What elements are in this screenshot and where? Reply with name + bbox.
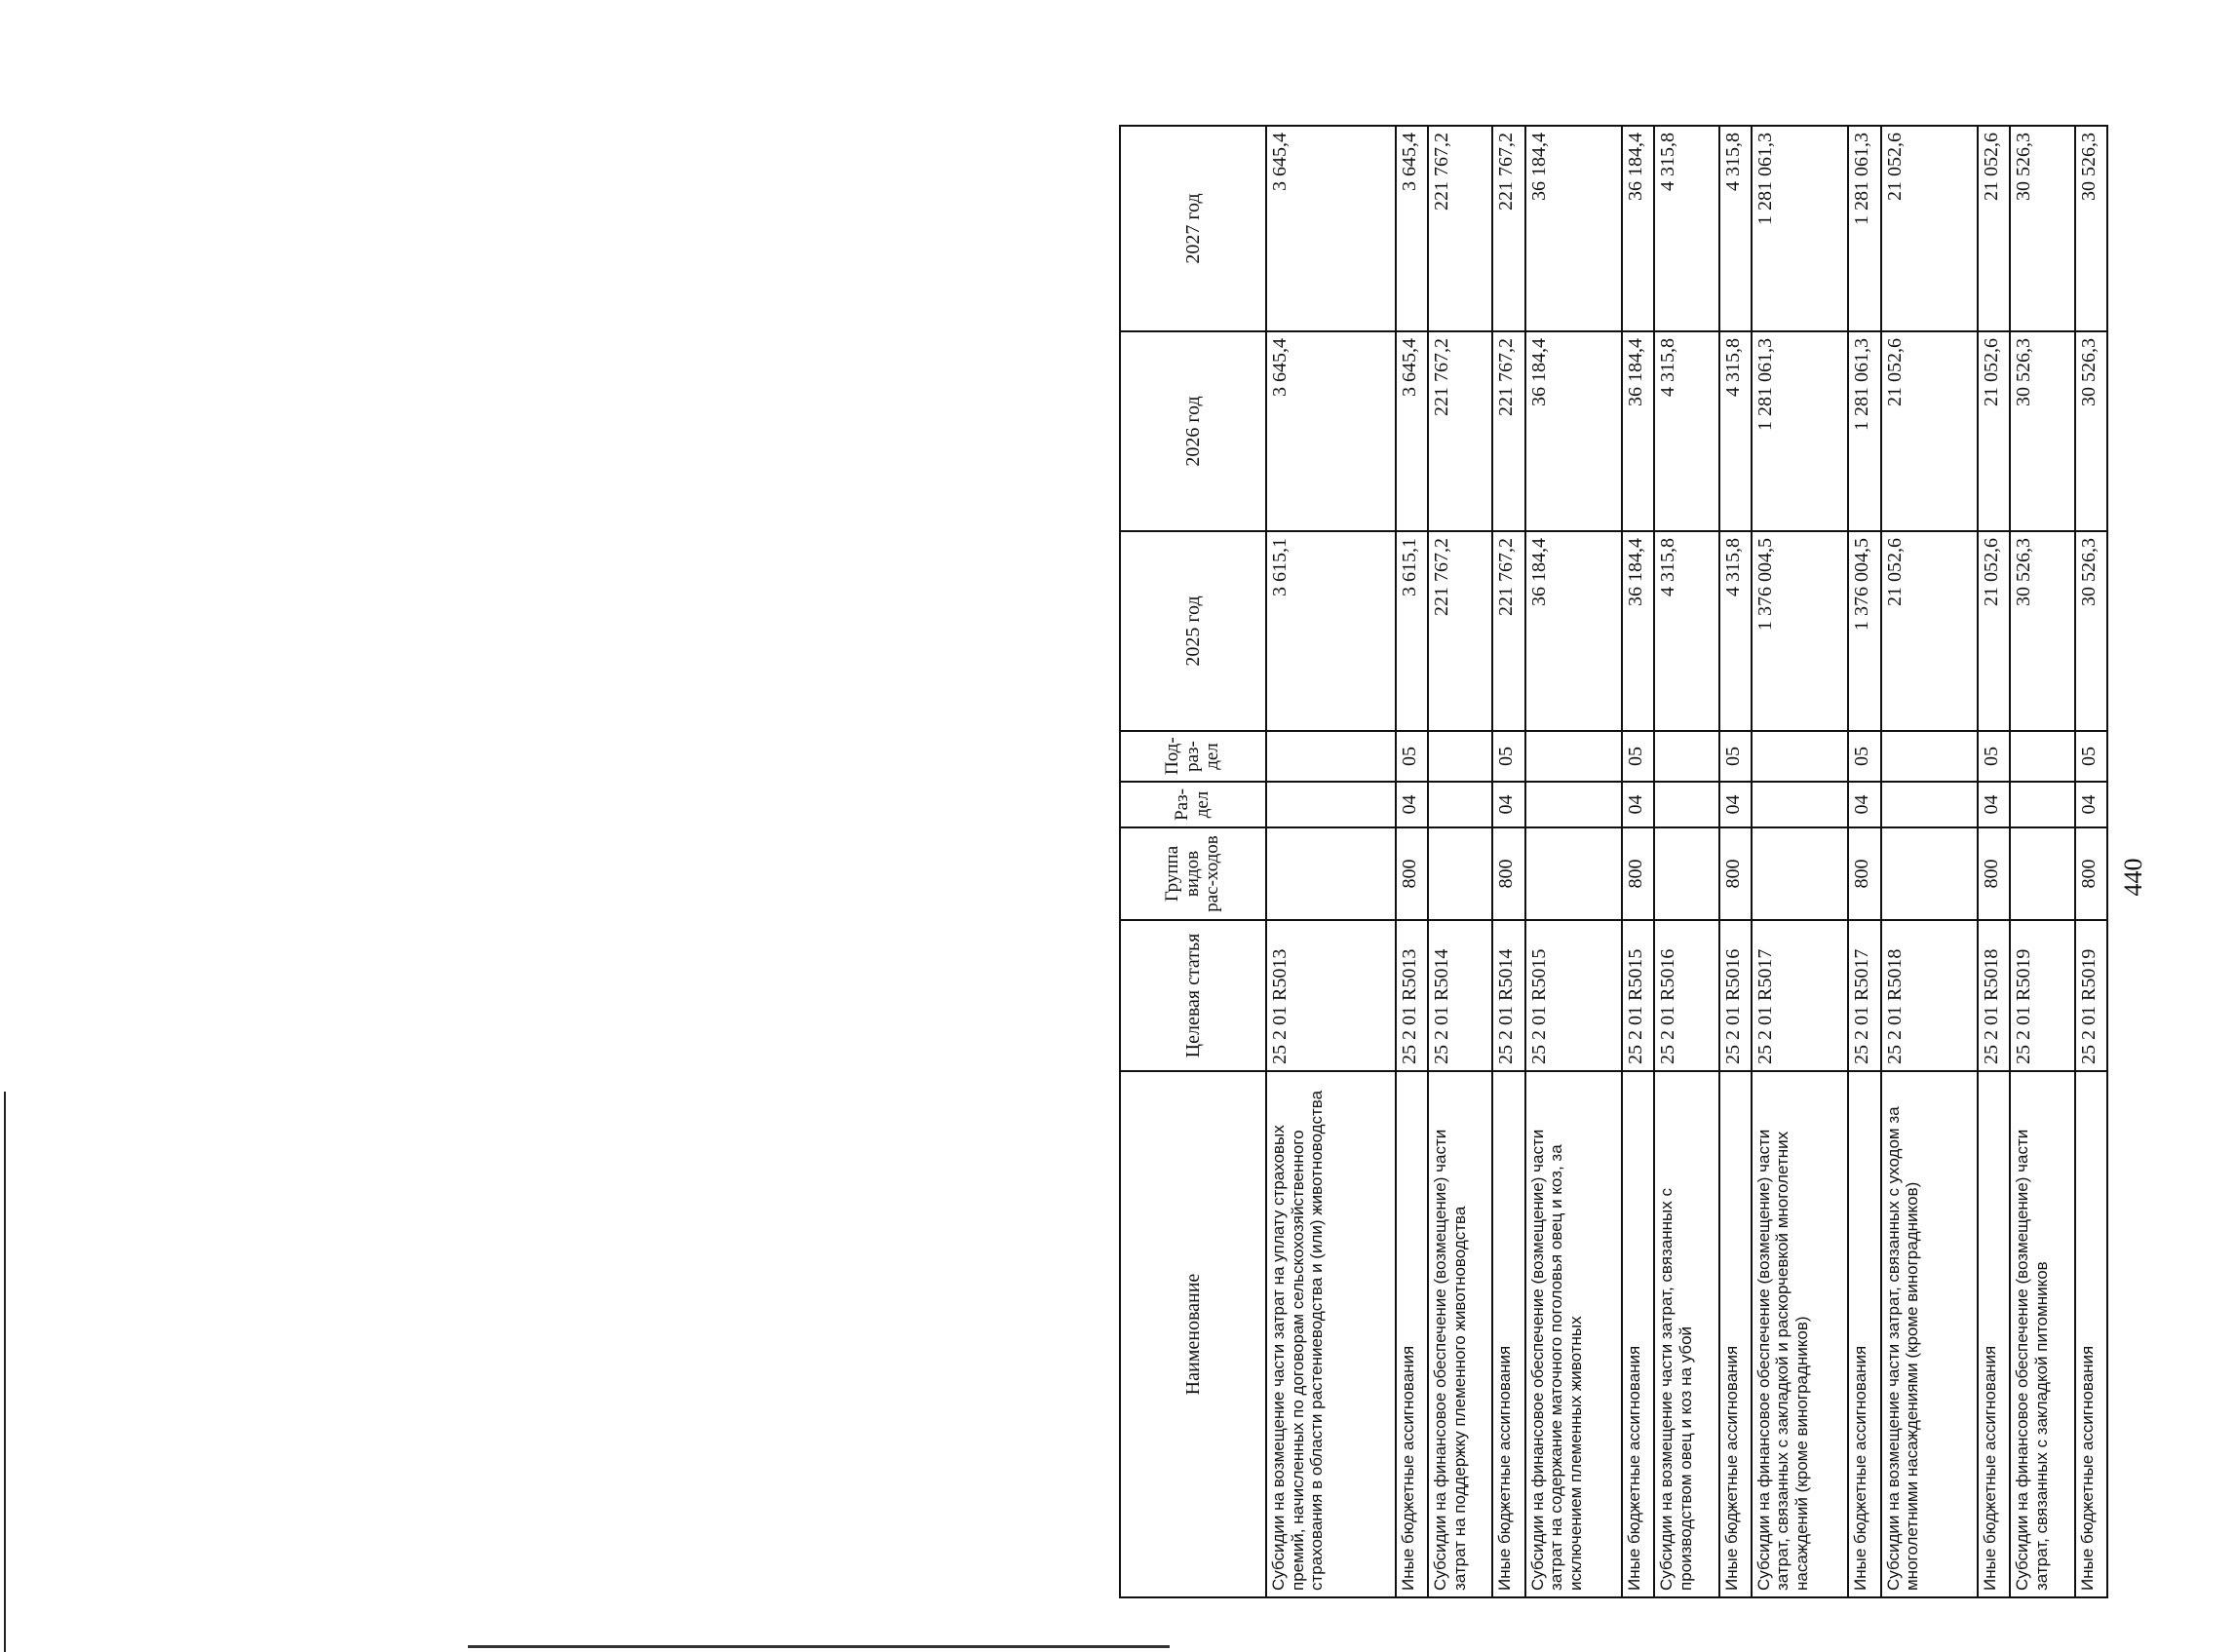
row-2027: 21 052,6 bbox=[1978, 126, 2010, 331]
table-row bbox=[2010, 126, 2074, 1597]
row-expense-group: 800 bbox=[1848, 827, 1880, 920]
row-target-code: 25 2 01 R5014 bbox=[1492, 920, 1524, 1071]
row-section bbox=[1266, 782, 1396, 827]
row-subsection bbox=[1266, 731, 1396, 782]
row-section bbox=[2010, 782, 2074, 827]
row-2026: 1 281 061,3 bbox=[1752, 331, 1849, 531]
row-section bbox=[1428, 782, 1492, 827]
row-2026: 4 315,8 bbox=[1719, 331, 1752, 531]
row-name: Субсидии на финансовое обеспечение (возмещение) части затрат на поддержку племенного животноводства bbox=[1428, 1071, 1492, 1597]
row-target-code: 25 2 01 R5018 bbox=[1881, 920, 1979, 1071]
row-name: Субсидии на финансовое обеспечение (возмещение) части затрат на содержание маточного поголовья овец и коз, за исключением племенных животных bbox=[1525, 1071, 1623, 1597]
row-2025: 21 052,6 bbox=[1978, 531, 2010, 731]
row-2026: 1 281 061,3 bbox=[1848, 331, 1880, 531]
row-2026: 3 645,4 bbox=[1266, 331, 1396, 531]
row-target-code: 25 2 01 R5019 bbox=[2075, 920, 2107, 1071]
row-name: Иные бюджетные ассигнования bbox=[1622, 1071, 1654, 1597]
row-2027: 3 645,4 bbox=[1396, 126, 1428, 331]
table-row bbox=[1266, 126, 1396, 1597]
row-section: 04 bbox=[1719, 782, 1752, 827]
row-name: Иные бюджетные ассигнования bbox=[1978, 1071, 2010, 1597]
row-expense-group bbox=[1654, 827, 1718, 920]
row-2026: 21 052,6 bbox=[1881, 331, 1979, 531]
row-subsection: 05 bbox=[1396, 731, 1428, 782]
row-2026: 30 526,3 bbox=[2075, 331, 2107, 531]
row-2027: 36 184,4 bbox=[1622, 126, 1654, 331]
row-2026: 30 526,3 bbox=[2010, 331, 2074, 531]
row-subsection: 05 bbox=[1622, 731, 1654, 782]
row-subsection bbox=[1654, 731, 1718, 782]
row-section: 04 bbox=[1396, 782, 1428, 827]
row-expense-group: 800 bbox=[1978, 827, 2010, 920]
row-subsection: 05 bbox=[1492, 731, 1524, 782]
row-section bbox=[1752, 782, 1849, 827]
row-2025: 3 615,1 bbox=[1266, 531, 1396, 731]
row-2027: 3 645,4 bbox=[1266, 126, 1396, 331]
row-expense-group bbox=[1428, 827, 1492, 920]
rotated-page bbox=[1119, 127, 2235, 1598]
header-target: Целевая статья bbox=[1120, 920, 1266, 1071]
row-2027: 1 281 061,3 bbox=[1752, 126, 1849, 331]
row-expense-group bbox=[1525, 827, 1623, 920]
row-target-code: 25 2 01 R5013 bbox=[1396, 920, 1428, 1071]
row-2025: 4 315,8 bbox=[1654, 531, 1718, 731]
row-target-code: 25 2 01 R5017 bbox=[1848, 920, 1880, 1071]
row-target-code: 25 2 01 R5013 bbox=[1266, 920, 1396, 1071]
table-header-row bbox=[1120, 126, 1266, 1597]
table-row bbox=[1848, 126, 1880, 1597]
table-row bbox=[1525, 126, 1623, 1597]
row-expense-group: 800 bbox=[2075, 827, 2107, 920]
row-2025: 3 615,1 bbox=[1396, 531, 1428, 731]
row-expense-group bbox=[1881, 827, 1979, 920]
row-2026: 4 315,8 bbox=[1654, 331, 1718, 531]
row-expense-group bbox=[1752, 827, 1849, 920]
header-2026: 2026 год bbox=[1120, 331, 1266, 531]
row-2025: 36 184,4 bbox=[1525, 531, 1623, 731]
row-2027: 30 526,3 bbox=[2010, 126, 2074, 331]
row-expense-group: 800 bbox=[1719, 827, 1752, 920]
row-target-code: 25 2 01 R5017 bbox=[1752, 920, 1849, 1071]
row-2027: 30 526,3 bbox=[2075, 126, 2107, 331]
row-expense-group: 800 bbox=[1622, 827, 1654, 920]
row-name: Субсидии на возмещение части затрат, связанных с уходом за многолетними насаждениями (кроме виноградников) bbox=[1881, 1071, 1979, 1597]
row-section bbox=[1525, 782, 1623, 827]
row-section bbox=[1881, 782, 1979, 827]
row-2027: 4 315,8 bbox=[1654, 126, 1718, 331]
row-2027: 221 767,2 bbox=[1492, 126, 1524, 331]
row-2025: 221 767,2 bbox=[1492, 531, 1524, 731]
row-section: 04 bbox=[2075, 782, 2107, 827]
row-2027: 36 184,4 bbox=[1525, 126, 1623, 331]
row-2027: 1 281 061,3 bbox=[1848, 126, 1880, 331]
row-2027: 4 315,8 bbox=[1719, 126, 1752, 331]
table-body bbox=[1266, 126, 2107, 1597]
header-2025: 2025 год bbox=[1120, 531, 1266, 731]
row-subsection bbox=[1881, 731, 1979, 782]
table-row bbox=[1428, 126, 1492, 1597]
row-name: Субсидии на финансовое обеспечение (возмещение) части затрат, связанных с закладкой и раскорчевкой многолетних насаждений (кроме виноградников) bbox=[1752, 1071, 1849, 1597]
row-target-code: 25 2 01 R5014 bbox=[1428, 920, 1492, 1071]
table-row bbox=[1719, 126, 1752, 1597]
table-row bbox=[1752, 126, 1849, 1597]
page-number: 440 bbox=[2119, 858, 2147, 897]
budget-table bbox=[1119, 125, 2108, 1598]
table-row bbox=[1622, 126, 1654, 1597]
row-2025: 221 767,2 bbox=[1428, 531, 1492, 731]
row-2025: 1 376 004,5 bbox=[1752, 531, 1849, 731]
row-target-code: 25 2 01 R5016 bbox=[1654, 920, 1718, 1071]
table-row bbox=[1492, 126, 1524, 1597]
header-subsection: Под-раз-дел bbox=[1120, 731, 1266, 782]
row-2025: 4 315,8 bbox=[1719, 531, 1752, 731]
header-section: Раз-дел bbox=[1120, 782, 1266, 827]
row-2027: 221 767,2 bbox=[1428, 126, 1492, 331]
row-subsection bbox=[1752, 731, 1849, 782]
row-target-code: 25 2 01 R5015 bbox=[1622, 920, 1654, 1071]
header-expense-group: Группа видов рас-ходов bbox=[1120, 827, 1266, 920]
header-name: Наименование bbox=[1120, 1071, 1266, 1597]
row-subsection: 05 bbox=[1719, 731, 1752, 782]
row-subsection: 05 bbox=[1978, 731, 2010, 782]
header-2027: 2027 год bbox=[1120, 126, 1266, 331]
row-name: Субсидии на возмещение части затрат на уплату страховых премий, начисленных по договорам сельскохозяйственного страхования в области растениеводства и (или) животноводства bbox=[1266, 1071, 1396, 1597]
row-target-code: 25 2 01 R5019 bbox=[2010, 920, 2074, 1071]
scan-edge-bottom bbox=[468, 1645, 1170, 1648]
row-target-code: 25 2 01 R5016 bbox=[1719, 920, 1752, 1071]
row-section: 04 bbox=[1848, 782, 1880, 827]
row-expense-group: 800 bbox=[1492, 827, 1524, 920]
table-row bbox=[1978, 126, 2010, 1597]
row-2026: 36 184,4 bbox=[1622, 331, 1654, 531]
row-2025: 21 052,6 bbox=[1881, 531, 1979, 731]
row-target-code: 25 2 01 R5018 bbox=[1978, 920, 2010, 1071]
row-2026: 3 645,4 bbox=[1396, 331, 1428, 531]
row-name: Иные бюджетные ассигнования bbox=[1396, 1071, 1428, 1597]
row-section: 04 bbox=[1622, 782, 1654, 827]
row-subsection bbox=[1525, 731, 1623, 782]
scan-edge-left bbox=[4, 1092, 6, 1652]
row-section bbox=[1654, 782, 1718, 827]
row-2026: 36 184,4 bbox=[1525, 331, 1623, 531]
row-name: Иные бюджетные ассигнования bbox=[1492, 1071, 1524, 1597]
row-section: 04 bbox=[1978, 782, 2010, 827]
row-subsection bbox=[2010, 731, 2074, 782]
row-2025: 30 526,3 bbox=[2075, 531, 2107, 731]
row-subsection: 05 bbox=[2075, 731, 2107, 782]
row-name: Субсидии на финансовое обеспечение (возмещение) части затрат, связанных с закладкой питомников bbox=[2010, 1071, 2074, 1597]
row-expense-group bbox=[2010, 827, 2074, 920]
table-row bbox=[1654, 126, 1718, 1597]
row-2025: 1 376 004,5 bbox=[1848, 531, 1880, 731]
row-name: Субсидии на возмещение части затрат, связанных с производством овец и коз на убой bbox=[1654, 1071, 1718, 1597]
row-expense-group bbox=[1266, 827, 1396, 920]
row-expense-group: 800 bbox=[1396, 827, 1428, 920]
row-2026: 221 767,2 bbox=[1492, 331, 1524, 531]
row-name: Иные бюджетные ассигнования bbox=[2075, 1071, 2107, 1597]
row-section: 04 bbox=[1492, 782, 1524, 827]
row-target-code: 25 2 01 R5015 bbox=[1525, 920, 1623, 1071]
row-name: Иные бюджетные ассигнования bbox=[1848, 1071, 1880, 1597]
row-subsection: 05 bbox=[1848, 731, 1880, 782]
table-row bbox=[1396, 126, 1428, 1597]
table-row bbox=[1881, 126, 1979, 1597]
row-2025: 30 526,3 bbox=[2010, 531, 2074, 731]
table-row bbox=[2075, 126, 2107, 1597]
row-subsection bbox=[1428, 731, 1492, 782]
row-2025: 36 184,4 bbox=[1622, 531, 1654, 731]
row-2027: 21 052,6 bbox=[1881, 126, 1979, 331]
row-2026: 21 052,6 bbox=[1978, 331, 2010, 531]
row-2026: 221 767,2 bbox=[1428, 331, 1492, 531]
row-name: Иные бюджетные ассигнования bbox=[1719, 1071, 1752, 1597]
